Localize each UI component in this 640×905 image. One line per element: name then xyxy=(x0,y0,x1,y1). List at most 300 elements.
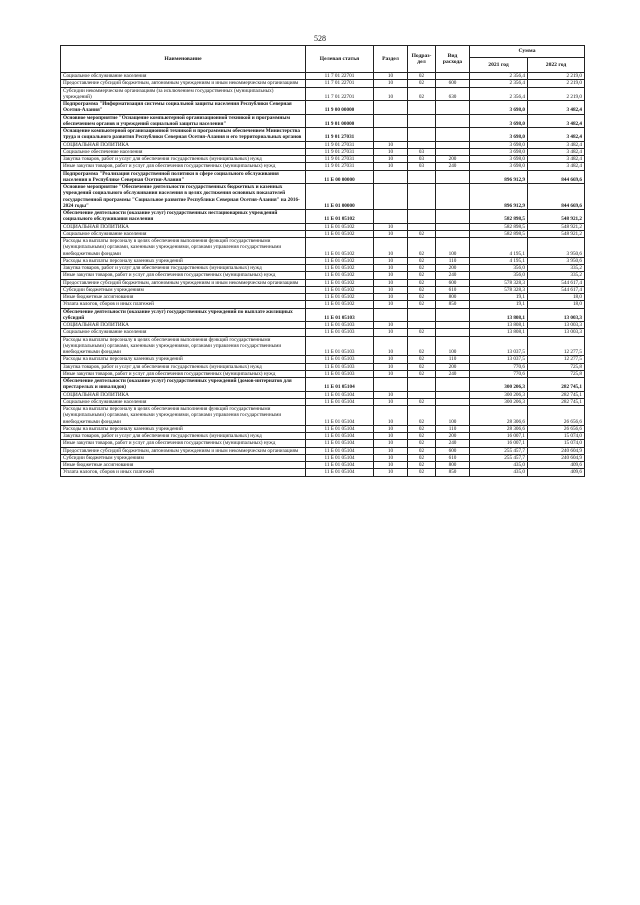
header-target: Целевая статья xyxy=(306,46,374,73)
row-sum-2022: 725,8 xyxy=(528,363,585,370)
row-sum-2021: 13 037,5 xyxy=(470,336,528,356)
row-sum-2022: 3 482,4 xyxy=(528,128,585,142)
row-name: Социальное обслуживание населения xyxy=(61,329,306,336)
row-sum-2022: 13 003,3 xyxy=(528,322,585,329)
row-sum-2021: 582 898,5 xyxy=(470,210,528,224)
row-section xyxy=(374,128,408,142)
row-name: Предоставление субсидий бюджетным, автономным учреждениям и иным некоммерческим организациям xyxy=(61,279,306,286)
row-expense-kind xyxy=(436,308,470,322)
row-target-code: 11 Б 01 05103 xyxy=(306,308,374,322)
row-name: Подпрограмма "Информатизация системы социальной защиты населения Республики Северная Осетия-Алания" xyxy=(61,101,306,115)
row-expense-kind: 800 xyxy=(436,462,470,469)
row-section: 10 xyxy=(374,156,408,163)
table-row xyxy=(61,87,585,101)
table-row xyxy=(61,322,585,329)
row-subsection: 02 xyxy=(408,301,436,308)
row-expense-kind xyxy=(436,101,470,115)
table-row xyxy=(61,370,585,377)
row-expense-kind: 240 xyxy=(436,163,470,170)
row-expense-kind: 850 xyxy=(436,301,470,308)
row-sum-2021: 896 912,9 xyxy=(470,170,528,184)
row-sum-2021: 300 206,3 xyxy=(470,391,528,398)
row-sum-2022: 3 482,4 xyxy=(528,114,585,128)
row-name: Закупка товаров, работ и услуг для обеспечения государственных (муниципальных) нужд xyxy=(61,156,306,163)
header-2022: 2022 год xyxy=(528,58,585,73)
row-subsection xyxy=(408,101,436,115)
row-sum-2022: 3 482,4 xyxy=(528,148,585,155)
row-section xyxy=(374,114,408,128)
row-name: СОЦИАЛЬНАЯ ПОЛИТИКА xyxy=(61,223,306,230)
row-sum-2021: 356,0 xyxy=(470,272,528,279)
row-section: 10 xyxy=(374,272,408,279)
row-target-code: 11 Б 01 05104 xyxy=(306,391,374,398)
row-name: Социальное обслуживание населения xyxy=(61,73,306,80)
row-subsection: 02 xyxy=(408,356,436,363)
row-target-code: 11 Б 01 05104 xyxy=(306,406,374,426)
table-row xyxy=(61,378,585,392)
page-number: 528 xyxy=(314,34,326,43)
row-subsection: 02 xyxy=(408,440,436,447)
table-row xyxy=(61,440,585,447)
header-kind: Вид расхода xyxy=(436,46,470,73)
row-section xyxy=(374,170,408,184)
row-sum-2022: 13 003,3 xyxy=(528,308,585,322)
row-subsection xyxy=(408,141,436,148)
row-name: Закупка товаров, работ и услуг для обеспечения государственных (муниципальных) нужд xyxy=(61,265,306,272)
row-expense-kind: 240 xyxy=(436,272,470,279)
table-row xyxy=(61,163,585,170)
row-expense-kind xyxy=(436,398,470,405)
row-expense-kind xyxy=(436,322,470,329)
row-sum-2021: 770,6 xyxy=(470,363,528,370)
budget-table xyxy=(60,45,585,477)
row-subsection: 02 xyxy=(408,469,436,476)
row-target-code: 11 7 01 22701 xyxy=(306,73,374,80)
row-section: 10 xyxy=(374,265,408,272)
row-name: Иные бюджетные ассигнования xyxy=(61,462,306,469)
table-row xyxy=(61,265,585,272)
row-sum-2022: 26 656,6 xyxy=(528,406,585,426)
row-section xyxy=(374,308,408,322)
row-subsection: 02 xyxy=(408,238,436,258)
row-sum-2021: 13 808,1 xyxy=(470,308,528,322)
row-sum-2022: 844 669,6 xyxy=(528,184,585,210)
row-section: 10 xyxy=(374,87,408,101)
row-subsection: 02 xyxy=(408,336,436,356)
row-name: Иные бюджетные ассигнования xyxy=(61,294,306,301)
row-subsection: 03 xyxy=(408,156,436,163)
row-target-code: 11 Б 01 05102 xyxy=(306,223,374,230)
row-section: 10 xyxy=(374,73,408,80)
row-sum-2022: 335,2 xyxy=(528,265,585,272)
row-sum-2022: 3 482,4 xyxy=(528,141,585,148)
row-subsection: 03 xyxy=(408,148,436,155)
row-sum-2021: 16 007,1 xyxy=(470,433,528,440)
row-target-code: 11 Б 01 05102 xyxy=(306,294,374,301)
row-name: Иные закупки товаров, работ и услуг для обеспечения государственных (муниципальных) нужд xyxy=(61,163,306,170)
row-subsection: 02 xyxy=(408,462,436,469)
table-row xyxy=(61,184,585,210)
row-name: Закупка товаров, работ и услуг для обеспечения государственных (муниципальных) нужд xyxy=(61,363,306,370)
row-sum-2021: 255 457,7 xyxy=(470,447,528,454)
table-row xyxy=(61,391,585,398)
row-name: СОЦИАЛЬНАЯ ПОЛИТИКА xyxy=(61,322,306,329)
row-expense-kind: 610 xyxy=(436,286,470,293)
row-target-code: 11 7 01 22701 xyxy=(306,87,374,101)
row-sum-2022: 548 921,2 xyxy=(528,230,585,237)
row-target-code: 11 Б 01 05104 xyxy=(306,440,374,447)
table-row xyxy=(61,469,585,476)
row-section: 10 xyxy=(374,230,408,237)
row-section: 10 xyxy=(374,336,408,356)
row-name: Основное мероприятие "Оснащение компьютерной организационной техникой и программным обеспечением органов и учреждений социальной защиты населения" xyxy=(61,114,306,128)
row-subsection xyxy=(408,223,436,230)
row-name: Обеспечение деятельности (оказание услуг) государственных учреждений (домов-интернатов для престарелых и инвалидов) xyxy=(61,378,306,392)
row-target-code: 11 Б 01 05104 xyxy=(306,447,374,454)
row-target-code: 11 9 01 27031 xyxy=(306,163,374,170)
row-target-code: 11 Б 01 05102 xyxy=(306,210,374,224)
row-sum-2022: 26 656,6 xyxy=(528,425,585,432)
row-sum-2021: 28 306,6 xyxy=(470,425,528,432)
row-subsection xyxy=(408,128,436,142)
table-body xyxy=(61,73,585,477)
row-section xyxy=(374,101,408,115)
row-sum-2022: 548 921,2 xyxy=(528,210,585,224)
row-subsection: 02 xyxy=(408,87,436,101)
table-row xyxy=(61,141,585,148)
row-name: Иные закупки товаров, работ и услуг для обеспечения государственных (муниципальных) нужд xyxy=(61,272,306,279)
row-sum-2021: 770,6 xyxy=(470,370,528,377)
row-name: Расходы на выплаты персоналу казенных учреждений xyxy=(61,257,306,264)
row-target-code: 11 Б 01 00000 xyxy=(306,184,374,210)
row-subsection xyxy=(408,184,436,210)
row-name: Социальное обслуживание населения xyxy=(61,230,306,237)
row-name: Закупка товаров, работ и услуг для обеспечения государственных (муниципальных) нужд xyxy=(61,433,306,440)
table-row xyxy=(61,101,585,115)
table-row xyxy=(61,363,585,370)
row-target-code: 11 Б 01 05103 xyxy=(306,329,374,336)
row-target-code: 11 Б 00 00000 xyxy=(306,170,374,184)
row-section: 10 xyxy=(374,454,408,461)
row-section: 10 xyxy=(374,80,408,87)
row-sum-2021: 13 808,1 xyxy=(470,322,528,329)
row-subsection: 02 xyxy=(408,425,436,432)
row-expense-kind: 630 xyxy=(436,87,470,101)
row-expense-kind xyxy=(436,210,470,224)
row-subsection: 02 xyxy=(408,272,436,279)
row-target-code: 11 9 00 00000 xyxy=(306,101,374,115)
row-sum-2022: 3 482,4 xyxy=(528,101,585,115)
row-expense-kind: 110 xyxy=(436,425,470,432)
row-sum-2021: 3 698,0 xyxy=(470,148,528,155)
row-name: Обеспечение деятельности (оказание услуг) государственных нестационарных учреждений социального обслуживания населения xyxy=(61,210,306,224)
row-target-code: 11 Б 01 05103 xyxy=(306,336,374,356)
row-sum-2021: 2 356,4 xyxy=(470,80,528,87)
row-target-code: 11 Б 01 05102 xyxy=(306,286,374,293)
row-sum-2021: 4 195,1 xyxy=(470,257,528,264)
row-sum-2021: 19,1 xyxy=(470,301,528,308)
row-sum-2022: 544 617,4 xyxy=(528,279,585,286)
row-expense-kind: 200 xyxy=(436,433,470,440)
row-sum-2022: 548 921,2 xyxy=(528,223,585,230)
row-expense-kind xyxy=(436,148,470,155)
row-name: Уплата налогов, сборов и иных платежей xyxy=(61,301,306,308)
row-target-code: 11 Б 01 05102 xyxy=(306,301,374,308)
header-sum: Сумма xyxy=(470,46,585,58)
row-subsection: 02 xyxy=(408,433,436,440)
row-target-code: 11 9 01 27031 xyxy=(306,156,374,163)
row-section: 10 xyxy=(374,294,408,301)
row-name: Расходы на выплаты персоналу казенных учреждений xyxy=(61,425,306,432)
row-section: 10 xyxy=(374,462,408,469)
table-row xyxy=(61,286,585,293)
table-row xyxy=(61,454,585,461)
row-subsection: 02 xyxy=(408,329,436,336)
row-name: Предоставление субсидий бюджетным, автономным учреждениям и иным некоммерческим организациям xyxy=(61,447,306,454)
table-row xyxy=(61,308,585,322)
row-section: 10 xyxy=(374,148,408,155)
row-name: Расходы на выплаты персоналу в целях обеспечения выполнения функций государственными (муниципальными) органами, казенными учреждениями, органами управления государственными внебюджетными фондами xyxy=(61,336,306,356)
table-row xyxy=(61,170,585,184)
row-subsection: 02 xyxy=(408,454,436,461)
row-section: 10 xyxy=(374,398,408,405)
row-section: 10 xyxy=(374,363,408,370)
row-target-code: 11 Б 01 05102 xyxy=(306,272,374,279)
row-subsection: 02 xyxy=(408,73,436,80)
row-expense-kind xyxy=(436,378,470,392)
row-name: Иные закупки товаров, работ и услуг для обеспечения государственных (муниципальных) нужд xyxy=(61,370,306,377)
row-sum-2022: 2 219,0 xyxy=(528,80,585,87)
row-subsection xyxy=(408,378,436,392)
row-sum-2022: 282 745,1 xyxy=(528,398,585,405)
row-target-code: 11 Б 01 05104 xyxy=(306,433,374,440)
row-sum-2021: 578 328,3 xyxy=(470,286,528,293)
row-name: Обеспечение деятельности (оказание услуг) государственных учреждений по выплате жилищных субсидий xyxy=(61,308,306,322)
row-subsection: 02 xyxy=(408,398,436,405)
row-section xyxy=(374,378,408,392)
row-expense-kind: 200 xyxy=(436,156,470,163)
row-target-code: 11 Б 01 05103 xyxy=(306,356,374,363)
row-sum-2021: 3 698,0 xyxy=(470,163,528,170)
row-subsection: 02 xyxy=(408,363,436,370)
row-section: 10 xyxy=(374,322,408,329)
row-section: 10 xyxy=(374,356,408,363)
row-expense-kind: 200 xyxy=(436,363,470,370)
row-target-code: 11 9 01 27031 xyxy=(306,141,374,148)
row-expense-kind: 600 xyxy=(436,80,470,87)
row-sum-2021: 356,0 xyxy=(470,265,528,272)
row-sum-2022: 282 745,1 xyxy=(528,391,585,398)
table-row xyxy=(61,257,585,264)
row-target-code: 11 Б 01 05102 xyxy=(306,238,374,258)
table-row xyxy=(61,301,585,308)
row-sum-2022: 844 669,6 xyxy=(528,170,585,184)
row-sum-2021: 896 912,9 xyxy=(470,184,528,210)
row-section: 10 xyxy=(374,440,408,447)
row-sum-2021: 3 698,0 xyxy=(470,101,528,115)
row-sum-2022: 240 604,9 xyxy=(528,447,585,454)
row-sum-2021: 13 037,5 xyxy=(470,356,528,363)
row-name: СОЦИАЛЬНАЯ ПОЛИТИКА xyxy=(61,141,306,148)
table-row xyxy=(61,356,585,363)
table-row xyxy=(61,230,585,237)
row-expense-kind xyxy=(436,128,470,142)
row-subsection xyxy=(408,391,436,398)
row-expense-kind: 600 xyxy=(436,447,470,454)
row-name: Социальное обслуживание населения xyxy=(61,398,306,405)
row-sum-2022: 3 482,4 xyxy=(528,163,585,170)
row-sum-2021: 28 306,6 xyxy=(470,406,528,426)
row-name: Предоставление субсидий бюджетным, автономным учреждениям и иным некоммерческим организациям xyxy=(61,80,306,87)
row-target-code: 11 Б 01 05104 xyxy=(306,425,374,432)
row-target-code: 11 Б 01 05102 xyxy=(306,230,374,237)
row-expense-kind: 100 xyxy=(436,406,470,426)
row-name: Субсидии некоммерческим организациям (за исключением государственных (муниципальных) учреждений) xyxy=(61,87,306,101)
row-sum-2021: 4 195,1 xyxy=(470,238,528,258)
row-sum-2022: 240 604,9 xyxy=(528,454,585,461)
row-sum-2021: 255 457,7 xyxy=(470,454,528,461)
row-sum-2022: 409,6 xyxy=(528,469,585,476)
row-sum-2022: 15 074,0 xyxy=(528,440,585,447)
row-section: 10 xyxy=(374,141,408,148)
row-sum-2022: 13 003,3 xyxy=(528,329,585,336)
row-target-code: 11 Б 01 05102 xyxy=(306,265,374,272)
table-row xyxy=(61,238,585,258)
row-sum-2022: 12 277,5 xyxy=(528,336,585,356)
row-expense-kind: 850 xyxy=(436,469,470,476)
row-expense-kind: 610 xyxy=(436,454,470,461)
header-name: Наименование xyxy=(61,46,306,73)
row-section: 10 xyxy=(374,469,408,476)
row-sum-2021: 435,0 xyxy=(470,469,528,476)
row-expense-kind: 200 xyxy=(436,265,470,272)
table-row xyxy=(61,279,585,286)
row-subsection: 02 xyxy=(408,80,436,87)
row-sum-2021: 2 356,4 xyxy=(470,87,528,101)
row-name: Оснащение компьютерной организационной техникой и программным обеспечением Министерства труда и социального развития Республики Северная Осетия-Алания и его территориальных органов xyxy=(61,128,306,142)
row-section: 10 xyxy=(374,279,408,286)
row-target-code: 11 Б 01 05104 xyxy=(306,378,374,392)
row-section: 10 xyxy=(374,329,408,336)
row-sum-2021: 300 206,3 xyxy=(470,378,528,392)
row-name: Основное мероприятие "Обеспечение деятельности государственных бюджетных и казенных учреждений социального обслуживания населения в целях достижения основных показателей государственной программы "Социальное развитие Республики Северная Осетия-Алания" на 2016-2024 годы" xyxy=(61,184,306,210)
row-target-code: 11 9 01 27031 xyxy=(306,148,374,155)
row-expense-kind xyxy=(436,230,470,237)
row-target-code: 11 Б 01 05102 xyxy=(306,279,374,286)
row-expense-kind xyxy=(436,329,470,336)
table-row xyxy=(61,156,585,163)
row-section: 10 xyxy=(374,370,408,377)
row-expense-kind xyxy=(436,184,470,210)
row-sum-2022: 409,6 xyxy=(528,462,585,469)
row-name: СОЦИАЛЬНАЯ ПОЛИТИКА xyxy=(61,391,306,398)
row-sum-2022: 3 950,6 xyxy=(528,257,585,264)
row-sum-2022: 12 277,5 xyxy=(528,356,585,363)
row-target-code: 11 Б 01 05104 xyxy=(306,462,374,469)
row-section: 10 xyxy=(374,238,408,258)
row-expense-kind xyxy=(436,223,470,230)
row-subsection: 02 xyxy=(408,294,436,301)
table-row xyxy=(61,272,585,279)
row-name: Субсидии бюджетным учреждениям xyxy=(61,454,306,461)
row-target-code: 11 Б 01 05104 xyxy=(306,469,374,476)
row-subsection: 02 xyxy=(408,279,436,286)
table-row xyxy=(61,425,585,432)
row-section: 10 xyxy=(374,286,408,293)
row-name: Уплата налогов, сборов и иных платежей xyxy=(61,469,306,476)
row-section: 10 xyxy=(374,425,408,432)
row-expense-kind xyxy=(436,170,470,184)
row-name: Расходы на выплаты персоналу в целях обеспечения выполнения функций государственными (муниципальными) органами, казенными учреждениями, органами управления государственными внебюджетными фондами xyxy=(61,406,306,426)
table-row xyxy=(61,80,585,87)
row-sum-2022: 18,0 xyxy=(528,301,585,308)
row-sum-2021: 2 356,4 xyxy=(470,73,528,80)
row-subsection xyxy=(408,210,436,224)
row-sum-2021: 3 698,0 xyxy=(470,114,528,128)
table-row xyxy=(61,210,585,224)
row-target-code: 11 Б 01 05103 xyxy=(306,370,374,377)
row-expense-kind: 800 xyxy=(436,294,470,301)
header-2021: 2021 год xyxy=(470,58,528,73)
row-subsection: 02 xyxy=(408,447,436,454)
row-sum-2021: 13 808,1 xyxy=(470,329,528,336)
row-sum-2021: 16 007,1 xyxy=(470,440,528,447)
row-sum-2021: 3 698,0 xyxy=(470,156,528,163)
row-expense-kind: 100 xyxy=(436,336,470,356)
row-sum-2021: 578 328,3 xyxy=(470,279,528,286)
row-subsection xyxy=(408,114,436,128)
row-name: Социальное обеспечение населения xyxy=(61,148,306,155)
row-sum-2021: 3 698,0 xyxy=(470,141,528,148)
row-subsection: 02 xyxy=(408,257,436,264)
row-section: 10 xyxy=(374,447,408,454)
row-target-code: 11 Б 01 05104 xyxy=(306,398,374,405)
table-row xyxy=(61,447,585,454)
table-row xyxy=(61,294,585,301)
row-sum-2022: 18,0 xyxy=(528,294,585,301)
row-section xyxy=(374,184,408,210)
row-target-code: 11 Б 01 05104 xyxy=(306,454,374,461)
row-name: Расходы на выплаты персоналу в целях обеспечения выполнения функций государственными (муниципальными) органами, казенными учреждениями, органами управления государственными внебюджетными фондами xyxy=(61,238,306,258)
row-subsection: 02 xyxy=(408,230,436,237)
row-target-code: 11 Б 01 05102 xyxy=(306,257,374,264)
header-section: Раздел xyxy=(374,46,408,73)
table-row xyxy=(61,336,585,356)
row-name: Иные закупки товаров, работ и услуг для обеспечения государственных (муниципальных) нужд xyxy=(61,440,306,447)
row-section: 10 xyxy=(374,223,408,230)
row-expense-kind: 110 xyxy=(436,356,470,363)
row-expense-kind: 110 xyxy=(436,257,470,264)
row-section: 10 xyxy=(374,391,408,398)
table-row xyxy=(61,462,585,469)
table-row xyxy=(61,223,585,230)
table-row xyxy=(61,148,585,155)
row-name: Расходы на выплаты персоналу казенных учреждений xyxy=(61,356,306,363)
row-subsection xyxy=(408,308,436,322)
row-target-code: 11 Б 01 05103 xyxy=(306,322,374,329)
row-sum-2022: 2 219,0 xyxy=(528,87,585,101)
row-sum-2021: 19,1 xyxy=(470,294,528,301)
row-subsection: 02 xyxy=(408,406,436,426)
row-expense-kind xyxy=(436,391,470,398)
row-section: 10 xyxy=(374,257,408,264)
row-section: 10 xyxy=(374,301,408,308)
row-sum-2021: 300 206,3 xyxy=(470,398,528,405)
row-name: Субсидии бюджетным учреждениям xyxy=(61,286,306,293)
row-subsection: 03 xyxy=(408,163,436,170)
row-name: Подпрограмма "Реализация государственной политики в сфере социального обслуживания населения в Республике Северная Осетия-Алания" xyxy=(61,170,306,184)
row-target-code: 11 9 01 00000 xyxy=(306,114,374,128)
